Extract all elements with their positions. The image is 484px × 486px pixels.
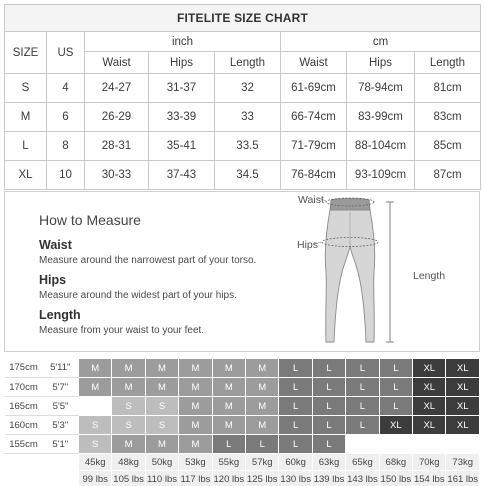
grid-empty-cell	[446, 435, 480, 454]
size-chart-table	[4, 4, 481, 190]
size-fit-cell: M	[179, 435, 212, 454]
table-cell: 85cm	[415, 132, 481, 161]
size-fit-cell: M	[212, 359, 245, 378]
hips-cm-header: Hips	[347, 52, 415, 74]
table-cell: 30-33	[85, 161, 149, 190]
weight-lbs-label: 150 lbs	[379, 471, 412, 486]
hips-description: Measure around the widest part of your hips.	[39, 290, 237, 301]
inch-group-header: inch	[85, 32, 281, 52]
us-cell: 4	[47, 74, 85, 103]
weight-row	[5, 471, 480, 486]
us-cell: 6	[47, 103, 85, 132]
weight-kg-label: 48kg	[112, 454, 145, 471]
size-fit-cell: L	[312, 416, 345, 435]
table-cell: 76-84cm	[281, 161, 347, 190]
table-cell: 32	[215, 74, 281, 103]
weight-lbs-label: 139 lbs	[312, 471, 345, 486]
us-column-header: US	[47, 32, 85, 74]
size-fit-cell: M	[112, 435, 145, 454]
height-ft-label: 5'5"	[43, 397, 79, 416]
table-cell: 78-94cm	[347, 74, 415, 103]
weight-lbs-label: 105 lbs	[112, 471, 145, 486]
table-cell: 24-27	[85, 74, 149, 103]
chart-title: FITELITE SIZE CHART	[5, 5, 481, 32]
size-fit-cell: S	[145, 416, 178, 435]
size-fit-cell: XL	[446, 359, 480, 378]
length-description: Measure from your waist to your feet.	[39, 325, 205, 336]
table-cell: 35-41	[149, 132, 215, 161]
size-fit-cell: M	[79, 378, 112, 397]
height-ft-label: 5'1"	[43, 435, 79, 454]
size-fit-cell: M	[112, 359, 145, 378]
waist-inch-header: Waist	[85, 52, 149, 74]
weight-lbs-label: 99 lbs	[79, 471, 112, 486]
table-row	[5, 74, 481, 103]
weight-lbs-label: 117 lbs	[179, 471, 212, 486]
us-cell: 10	[47, 161, 85, 190]
weight-kg-label: 55kg	[212, 454, 245, 471]
cm-group-header: cm	[281, 32, 481, 52]
size-fit-cell: L	[379, 397, 412, 416]
table-cell: 88-104cm	[347, 132, 415, 161]
size-fit-cell: XL	[413, 416, 446, 435]
size-fit-cell: L	[379, 359, 412, 378]
size-fit-cell: L	[279, 416, 312, 435]
size-fit-cell: M	[145, 359, 178, 378]
height-weight-grid	[4, 358, 480, 486]
size-fit-cell: L	[246, 435, 279, 454]
size-fit-cell: M	[145, 435, 178, 454]
size-fit-cell: L	[346, 416, 379, 435]
size-fit-cell: L	[346, 397, 379, 416]
size-fit-cell: M	[246, 397, 279, 416]
table-cell: 81cm	[415, 74, 481, 103]
grid-row	[5, 435, 480, 454]
size-fit-cell: M	[179, 359, 212, 378]
grid-empty-cell	[5, 471, 43, 486]
grid-empty-cell	[43, 471, 79, 486]
size-fit-cell: L	[312, 435, 345, 454]
size-fit-cell: M	[212, 378, 245, 397]
size-fit-cell: S	[79, 435, 112, 454]
size-fit-cell: M	[145, 378, 178, 397]
size-fit-cell: M	[112, 378, 145, 397]
weight-kg-label: 57kg	[246, 454, 279, 471]
table-cell: 37-43	[149, 161, 215, 190]
weight-kg-label: 73kg	[446, 454, 480, 471]
weight-kg-label: 50kg	[145, 454, 178, 471]
weight-kg-label: 65kg	[346, 454, 379, 471]
size-fit-cell: L	[346, 359, 379, 378]
weight-lbs-label: 143 lbs	[346, 471, 379, 486]
size-fit-cell: L	[312, 359, 345, 378]
grid-empty-cell	[43, 454, 79, 471]
size-fit-cell: XL	[379, 416, 412, 435]
waist-cm-header: Waist	[281, 52, 347, 74]
table-row	[5, 161, 481, 190]
weight-lbs-label: 130 lbs	[279, 471, 312, 486]
size-fit-cell: M	[179, 397, 212, 416]
size-cell: L	[5, 132, 47, 161]
table-cell: 26-29	[85, 103, 149, 132]
size-column-header: SIZE	[5, 32, 47, 74]
length-cm-header: Length	[415, 52, 481, 74]
table-cell: 93-109cm	[347, 161, 415, 190]
height-ft-label: 5'11"	[43, 359, 79, 378]
weight-lbs-label: 161 lbs	[446, 471, 480, 486]
table-cell: 31-37	[149, 74, 215, 103]
height-cm-label: 155cm	[5, 435, 43, 454]
size-fit-cell: L	[279, 435, 312, 454]
size-fit-cell: XL	[446, 378, 480, 397]
how-to-measure-title: How to Measure	[39, 212, 141, 228]
table-cell: 33	[215, 103, 281, 132]
size-fit-cell: XL	[446, 397, 480, 416]
length-heading: Length	[39, 308, 81, 322]
weight-kg-label: 60kg	[279, 454, 312, 471]
grid-row	[5, 397, 480, 416]
weight-lbs-label: 110 lbs	[145, 471, 178, 486]
waist-description: Measure around the narrowest part of your torso.	[39, 255, 257, 266]
grid-row	[5, 416, 480, 435]
table-row	[5, 103, 481, 132]
size-fit-cell: XL	[413, 359, 446, 378]
hips-diagram-label: Hips	[297, 239, 319, 251]
length-inch-header: Length	[215, 52, 281, 74]
height-cm-label: 160cm	[5, 416, 43, 435]
weight-kg-label: 70kg	[413, 454, 446, 471]
table-cell: 61-69cm	[281, 74, 347, 103]
weight-kg-label: 63kg	[312, 454, 345, 471]
weight-kg-label: 45kg	[79, 454, 112, 471]
size-cell: S	[5, 74, 47, 103]
size-fit-cell: S	[79, 416, 112, 435]
size-fit-cell: XL	[446, 416, 480, 435]
grid-row	[5, 359, 480, 378]
height-ft-label: 5'7"	[43, 378, 79, 397]
size-fit-cell: M	[179, 378, 212, 397]
table-cell: 66-74cm	[281, 103, 347, 132]
size-fit-cell: L	[279, 397, 312, 416]
size-fit-cell: XL	[413, 378, 446, 397]
leggings-diagram	[290, 192, 410, 354]
weight-lbs-label: 154 lbs	[413, 471, 446, 486]
grid-empty-cell	[379, 435, 412, 454]
size-fit-cell: S	[112, 397, 145, 416]
table-cell: 83-99cm	[347, 103, 415, 132]
table-cell: 33-39	[149, 103, 215, 132]
height-cm-label: 165cm	[5, 397, 43, 416]
size-fit-cell: L	[279, 378, 312, 397]
size-fit-cell: L	[212, 435, 245, 454]
height-cm-label: 175cm	[5, 359, 43, 378]
size-fit-cell: S	[145, 397, 178, 416]
grid-empty-cell	[413, 435, 446, 454]
waist-diagram-label: Waist	[298, 194, 324, 206]
hips-heading: Hips	[39, 273, 67, 287]
weight-kg-label: 68kg	[379, 454, 412, 471]
grid-empty-cell	[79, 397, 112, 416]
table-cell: 83cm	[415, 103, 481, 132]
size-fit-cell: L	[346, 378, 379, 397]
size-cell: M	[5, 103, 47, 132]
size-fit-cell: M	[246, 416, 279, 435]
size-fit-cell: L	[279, 359, 312, 378]
hips-inch-header: Hips	[149, 52, 215, 74]
size-fit-cell: M	[179, 416, 212, 435]
grid-empty-cell	[5, 454, 43, 471]
table-cell: 28-31	[85, 132, 149, 161]
table-cell: 34.5	[215, 161, 281, 190]
size-cell: XL	[5, 161, 47, 190]
weight-lbs-label: 120 lbs	[212, 471, 245, 486]
grid-row	[5, 378, 480, 397]
waist-heading: Waist	[39, 238, 72, 252]
table-cell: 87cm	[415, 161, 481, 190]
height-cm-label: 170cm	[5, 378, 43, 397]
table-cell: 33.5	[215, 132, 281, 161]
weight-lbs-label: 125 lbs	[246, 471, 279, 486]
size-fit-cell: M	[246, 359, 279, 378]
size-fit-cell: M	[212, 397, 245, 416]
size-fit-cell: M	[246, 378, 279, 397]
size-fit-cell: L	[312, 397, 345, 416]
weight-kg-label: 53kg	[179, 454, 212, 471]
table-row	[5, 132, 481, 161]
weight-row	[5, 454, 480, 471]
size-fit-cell: S	[112, 416, 145, 435]
size-fit-cell: L	[312, 378, 345, 397]
size-fit-cell: M	[79, 359, 112, 378]
size-fit-cell: XL	[413, 397, 446, 416]
table-cell: 71-79cm	[281, 132, 347, 161]
height-ft-label: 5'3"	[43, 416, 79, 435]
us-cell: 8	[47, 132, 85, 161]
size-fit-cell: L	[379, 378, 412, 397]
size-fit-cell: M	[212, 416, 245, 435]
length-diagram-label: Length	[413, 270, 446, 282]
grid-empty-cell	[346, 435, 379, 454]
